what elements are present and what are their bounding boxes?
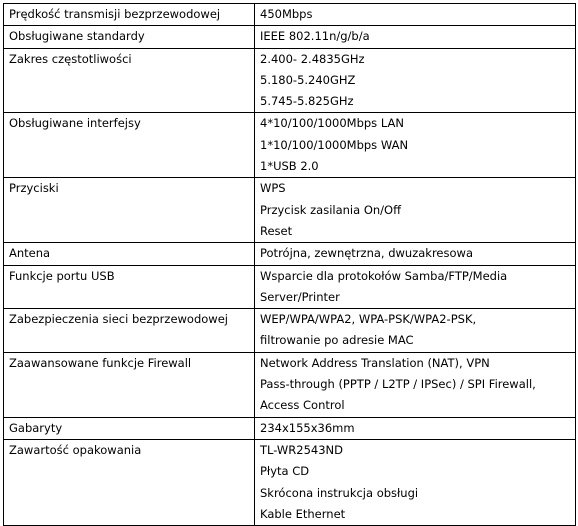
spec-value: 4*10/100/1000Mbps LAN 1*10/100/1000Mbps WAN 1*USB 2.0 [255,113,576,178]
table-row [4,243,576,265]
spec-label: Gabaryty [4,417,255,439]
spec-label: Zaawansowane funkcje Firewall [4,352,255,417]
table-row [4,26,576,48]
table-row [4,439,576,525]
table-row [4,48,576,113]
spec-label: Prędkość transmisji bezprzewodowej [4,4,255,26]
table-row [4,178,576,243]
spec-label: Zakres częstotliwości [4,48,255,113]
spec-label: Zabezpieczenia sieci bezprzewodowej [4,309,255,353]
table-row [4,113,576,178]
table-row [4,4,576,26]
spec-label: Antena [4,243,255,265]
table-row [4,309,576,353]
spec-table [3,3,576,526]
spec-value: 234x155x36mm [255,417,576,439]
spec-label: Funkcje portu USB [4,265,255,309]
table-row [4,417,576,439]
spec-value: IEEE 802.11n/g/b/a [255,26,576,48]
spec-label: Przyciski [4,178,255,243]
spec-value: WPS Przycisk zasilania On/Off Reset [255,178,576,243]
spec-value: Network Address Translation (NAT), VPN Pass-through (PPTP / L2TP / IPSec) / SPI Firewall, Access Control [255,352,576,417]
spec-value: Wsparcie dla protokołów Samba/FTP/Media Server/Printer [255,265,576,309]
spec-value: Potrójna, zewnętrzna, dwuzakresowa [255,243,576,265]
spec-value: TL-WR2543ND Płyta CD Skrócona instrukcja obsługi Kable Ethernet [255,439,576,525]
table-row [4,352,576,417]
spec-label: Obsługiwane standardy [4,26,255,48]
spec-value: 450Mbps [255,4,576,26]
table-row [4,265,576,309]
spec-label: Obsługiwane interfejsy [4,113,255,178]
spec-value: 2.400- 2.4835GHz 5.180-5.240GHZ 5.745-5.825GHz [255,48,576,113]
spec-label: Zawartość opakowania [4,439,255,525]
spec-value: WEP/WPA/WPA2, WPA-PSK/WPA2-PSK, filtrowanie po adresie MAC [255,309,576,353]
